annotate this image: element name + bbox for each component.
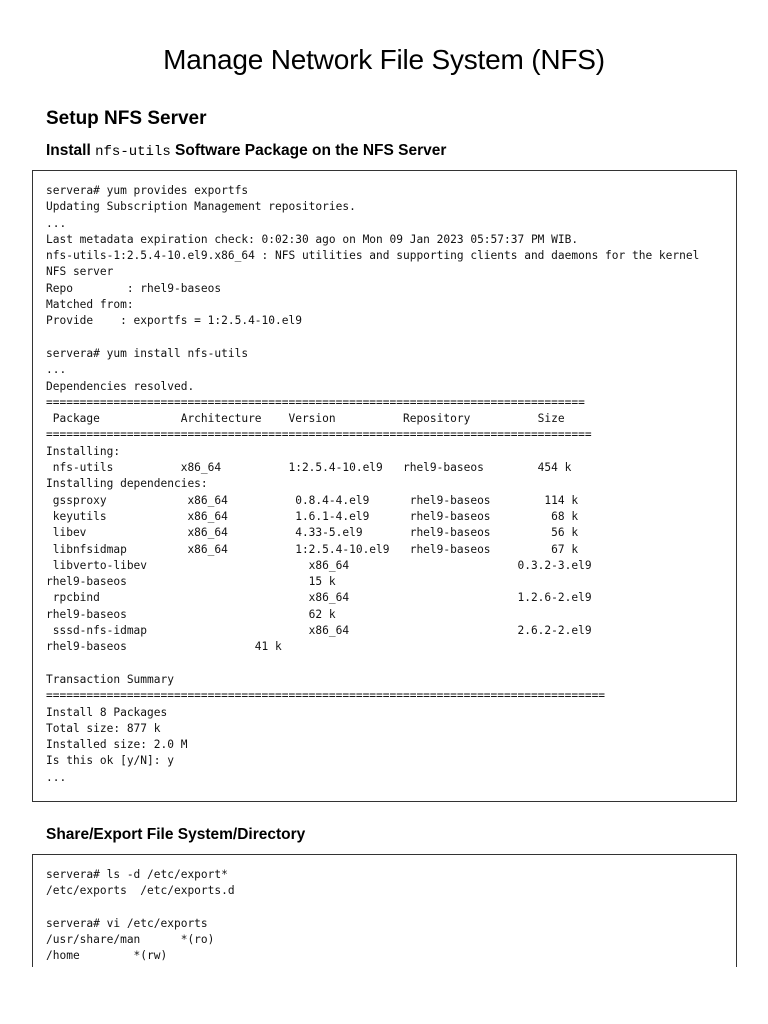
page-title: Manage Network File System (NFS) — [163, 44, 605, 75]
heading-prefix: Install — [46, 142, 96, 159]
section-heading: Setup NFS Server — [46, 108, 207, 129]
subsection-heading-install — [46, 142, 446, 160]
terminal-output-box-export — [32, 854, 737, 967]
heading-suffix: Software Package on the NFS Server — [170, 142, 447, 159]
subsection-heading-export: Share/Export File System/Directory — [46, 826, 306, 843]
terminal-output-box — [32, 170, 737, 802]
terminal-output-install: servera# yum provides exportfs Updating Subscription Management repositories. ... Last metadata expiration check: 0:02:30 ago on Mon 09 Jan 2023 05:57:37 PM WIB. nfs-utils-1:2.5.4-10.el9.x86_64 : NFS utilities and supporting clients and daemons for the kernel NFS server Repo : rhel9-baseos Matched from: Provide : exportfs = 1:2.5.4-10.el9 servera# yum install nfs-utils ... Dependencies resolved. ================================================================================ Package Architecture Version Repository Size ================================================================================= Installing: nfs-utils x86_64 1:2.5.4-10.el9 rhel9-baseos 454 k Installing dependencies: gssproxy x86_64 0.8.4-4.el9 rhel9-baseos 114 k keyutils x86_64 1.6.1-4.el9 rhel9-baseos 68 k libev x86_64 4.33-5.el9 rhel9-baseos 56 k libnfsidmap x86_64 1:2.5.4-10.el9 rhel9-baseos 67 k libverto-libev x86_64 0.3.2-3.el9 rhel9-baseos 15 k rpcbind x86_64 1.2.6-2.el9 rhel9-baseos 62 k sssd-nfs-idmap x86_64 2.6.2-2.el9 rhel9-baseos 41 k Transaction Summary =================================================================================== Install 8 Packages Total size: 877 k Installed size: 2.0 M Is this ok [y/N]: y ... — [46, 184, 700, 784]
terminal-output-export: servera# ls -d /etc/export* /etc/exports /etc/exports.d servera# vi /etc/exports /usr/share/man *(ro) /home *(rw) — [46, 868, 235, 963]
package-name-code: nfs-utils — [95, 144, 171, 160]
